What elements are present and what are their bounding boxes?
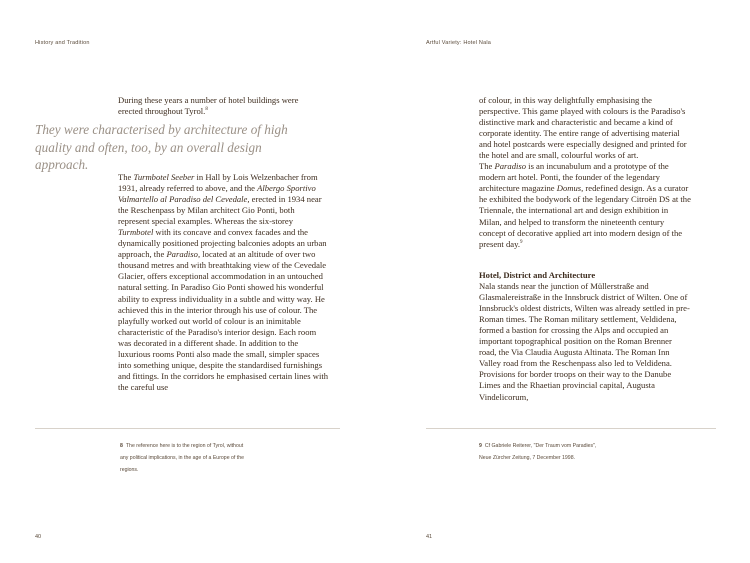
footnote-rule-right [426, 428, 716, 429]
footnote-text-right: Cf Gabriele Reiterer, "Der Traum vom Paradies", Neue Zürcher Zeitung, 7 December 1998. [479, 443, 597, 461]
footnote-right [479, 440, 609, 464]
footnote-left [120, 440, 250, 476]
art-hotel-segment-italic: Paradiso [494, 161, 527, 172]
main-segment-text: with its concave and convex facades and the dynamically positioned projecting balconies adopts an urban approach, the [118, 227, 327, 260]
main-segment-italic: Turmbotel Seeber [133, 172, 195, 182]
footnote-ref-9: 9 [519, 239, 523, 245]
footnote-number-right: 9 [479, 443, 482, 449]
paragraph-art-hotel-text [479, 161, 691, 248]
art-hotel-segment-text: is an incunabulum and a prototype of the modern art hotel. Ponti, the founder of the legendary architecture magazine [479, 161, 669, 194]
main-segment-text: erected in 1934 near the Reschenpass by Milan architect Gio Ponti, both represent special examples. Whereas the six-storey [118, 194, 322, 227]
main-segment-italic: Albergo Sportivo Valmartello al Paradiso del Cevedale, [118, 183, 316, 205]
main-segment-italic: Turmbotel [118, 227, 154, 238]
intro-paragraph [118, 95, 323, 117]
paragraph-wilten: Nala stands near the junction of Müllerstraße and Glasmalereistraße in the Innsbruck district of Wilten. One of Innsbruck's oldest districts, Wilten was already settled in pre-Roman times. The Roman military settlement, Veldidena, formed a bastion for crossing the Alps and occupied an important topographical position on the Roman Brenner road, the Via Claudia Augusta Altinata. The Roman Inn Valley road from the Reschenpass also led to Veldidena. Provisions for border troops on their way to the Danube Limes and the Rhaetian provincial capital, Augusta Vindelicorum, [479, 281, 690, 402]
main-segment-text: located at an altitude of over two thousand metres and with breathtaking view of the Cevedale Glacier, offers exceptional accommodation in an untouched natural setting. In Paradiso Gio Ponti showed his wonderful ability to express individuality in a subtle and witty way. He achieved this in the interior through his use of colour. The playfully worked out world of colour is an inimitable characteristic of the Paradiso's interior design. Each room was decorated in a different shade. In addition to the luxurious rooms Ponti also made the small, simpler spaces into something unique, despite the standardised furnishings and fittings. In the corridors he emphasised certain lines with the careful use [118, 249, 329, 392]
art-hotel-segment-italic: Domus, [556, 183, 584, 194]
main-paragraph-left [118, 172, 328, 393]
footnote-rule-left [35, 428, 340, 429]
footnote-text-left: The reference here is to the region of Tyrol, without any political implications, in the age of a Europe of the regions. [120, 443, 244, 473]
main-segment-italic: Paradiso, [166, 249, 201, 260]
paragraph-colour-game: of colour, in this way delightfully emphasising the perspective. This game played with colours is the Paradiso's distinctive mark and characteristic and became a kind of corporate identity. The entire range of advertising material and hotel postcards were especially designed and printed for the hotel and are small, colourful works of art. [479, 95, 687, 161]
main-segment-text: in Hall by Lois Welzenbacher from 1931, already referred to above, and the [118, 172, 318, 194]
main-segment-text: The [118, 172, 134, 182]
section-heading: Hotel, District and Architecture [479, 270, 596, 280]
right-page [375, 0, 750, 563]
right-column-top [479, 95, 691, 250]
paragraph-art-hotel [479, 161, 691, 249]
art-hotel-segment-text: The [479, 161, 495, 172]
intro-text: During these years a number of hotel buildings were erected throughout Tyrol. [118, 95, 299, 117]
running-head-left: History and Tradition [35, 40, 90, 46]
pull-quote: They were characterised by architecture of high quality and often, too, by an overall design approach. [35, 122, 288, 172]
footnote-ref-8: 8 [205, 107, 208, 113]
art-hotel-segment-text: redefined design. As a curator he exhibited the bodywork of the legendary Citroën DS at the Triennale, the international art and design exhibition in Milan, and helped to transform the nineteenth century concept of decorative applied art into modern design of the present day. [479, 183, 691, 249]
page-number-left: 40 [35, 534, 42, 540]
footnote-number-left: 8 [120, 443, 123, 449]
right-column-bottom [479, 270, 691, 403]
running-head-right: Artful Variety: Hotel Nala [426, 40, 492, 46]
page-number-right: 41 [426, 534, 433, 540]
